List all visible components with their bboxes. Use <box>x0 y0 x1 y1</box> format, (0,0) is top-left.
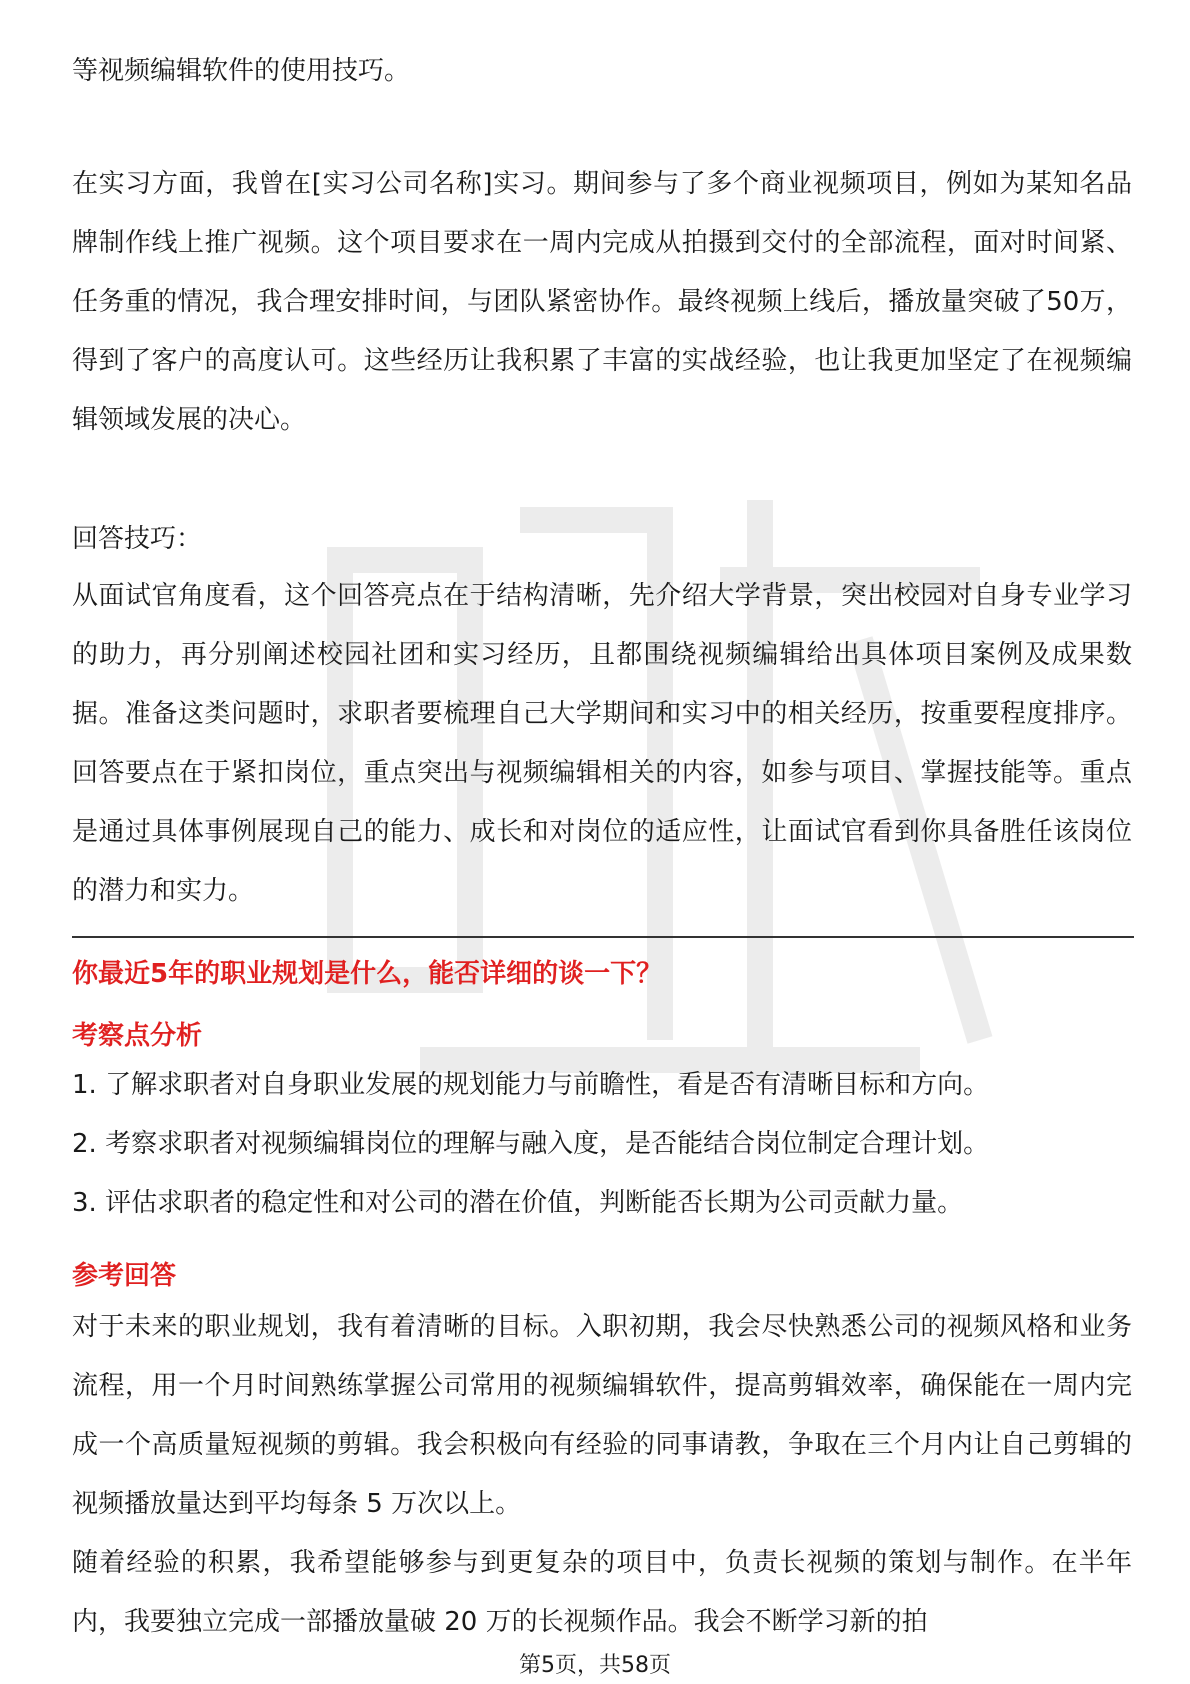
tips-label: 回答技巧： <box>72 524 203 554</box>
list-item: 3. 评估求职者的稳定性和对公司的潜在价值，判断能否长期为公司贡献力量。 <box>72 1188 964 1218</box>
answer-paragraph: 对于未来的职业规划，我有着清晰的目标。入职初期，我会尽快熟悉公司的视频风格和业务流程，用一个月时间熟练掌握公司常用的视频编辑软件，提高剪辑效率，确保能在一周内完成一个高质量短视频的剪辑。我会积极向有经验的同事请教，争取在三个月内让自己剪辑的视频播放量达到平均每条 5 万次以上。 <box>72 1312 1132 1519</box>
page-number: 第5页，共58页 <box>519 1653 671 1678</box>
analysis-list <box>72 1056 1132 1233</box>
document-page <box>72 0 1132 1684</box>
answer-paragraph: 随着经验的积累，我希望能够参与到更复杂的项目中，负责长视频的策划与制作。在半年内，我要独立完成一部播放量破 20 万的长视频作品。我会不断学习新的拍 <box>72 1548 1132 1637</box>
intro-line: 等视频编辑软件的使用技巧。 <box>72 56 411 86</box>
tips-paragraph: 从面试官角度看，这个回答亮点在于结构清晰，先介绍大学背景，突出校园对自身专业学习的助力，再分别阐述校园社团和实习经历，且都围绕视频编辑给出具体项目案例及成果数据。准备这类问题时，求职者要梳理自己大学期间和实习中的相关经历，按重要程度排序。回答要点在于紧扣岗位，重点突出与视频编辑相关的内容，如参与项目、掌握技能等。重点是通过具体事例展现自己的能力、成长和对岗位的适应性，让面试官看到你具备胜任该岗位的潜力和实力。 <box>72 581 1132 906</box>
list-item: 2. 考察求职者对视频编辑岗位的理解与融入度，是否能结合岗位制定合理计划。 <box>72 1129 990 1159</box>
analysis-heading: 考察点分析 <box>72 1021 203 1051</box>
section-divider <box>72 936 1134 938</box>
internship-paragraph: 在实习方面，我曾在[实习公司名称]实习。期间参与了多个商业视频项目，例如为某知名品牌制作线上推广视频。这个项目要求在一周内完成从拍摄到交付的全部流程，面对时间紧、任务重的情况，我合理安排时间，与团队紧密协作。最终视频上线后，播放量突破了50万，得到了客户的高度认可。这些经历让我积累了丰富的实战经验，也让我更加坚定了在视频编辑领域发展的决心。 <box>72 169 1132 435</box>
question-title: 你最近5年的职业规划是什么，能否详细的谈一下？ <box>72 959 663 989</box>
list-item: 1. 了解求职者对自身职业发展的规划能力与前瞻性，看是否有清晰目标和方向。 <box>72 1070 990 1100</box>
reference-heading: 参考回答 <box>72 1261 177 1291</box>
answer-body <box>72 1298 1132 1652</box>
